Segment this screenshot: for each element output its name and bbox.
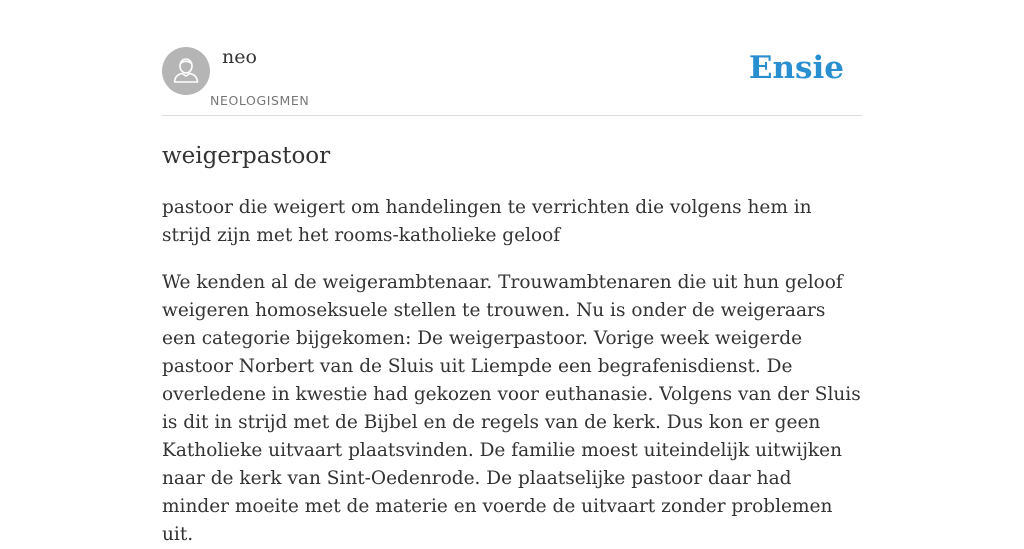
user-silhouette-icon bbox=[162, 47, 210, 95]
author-link[interactable]: neo bbox=[222, 46, 257, 68]
entry-header bbox=[162, 0, 862, 116]
entry-card bbox=[162, 0, 862, 549]
definition-text: pastoor die weigert om handelingen te verrichten die volgens hem in strijd zijn met het rooms-katholieke geloof bbox=[162, 197, 812, 246]
example-text: We kenden al de weigerambtenaar. Trouwambtenaren die uit hun geloof weigeren homoseksuele stellen te trouwen. Nu is onder de weigeraars een categorie bijgekomen: De weigerpastoor. Vorige week weigerde pastoor Norbert van de Sluis uit Liempde een begrafenisdienst. De overledene in kwestie had gekozen voor euthanasie. Volgens van der Sluis is dit in strijd met de Bijbel en de regels van de kerk. Dus kon er geen Katholieke uitvaart plaatsvinden. De familie moest uiteindelijk uitwijken naar de kerk van Sint-Oedenrode. De plaatselijke pastoor daar had minder moeite met de materie en voerde de uitvaart zonder problemen uit. bbox=[162, 272, 861, 545]
avatar[interactable] bbox=[162, 47, 210, 95]
category-label[interactable]: NEOLOGISMEN bbox=[210, 93, 310, 108]
term-title: weigerpastoor bbox=[162, 143, 331, 169]
brand-logo[interactable]: Ensie bbox=[748, 50, 844, 86]
